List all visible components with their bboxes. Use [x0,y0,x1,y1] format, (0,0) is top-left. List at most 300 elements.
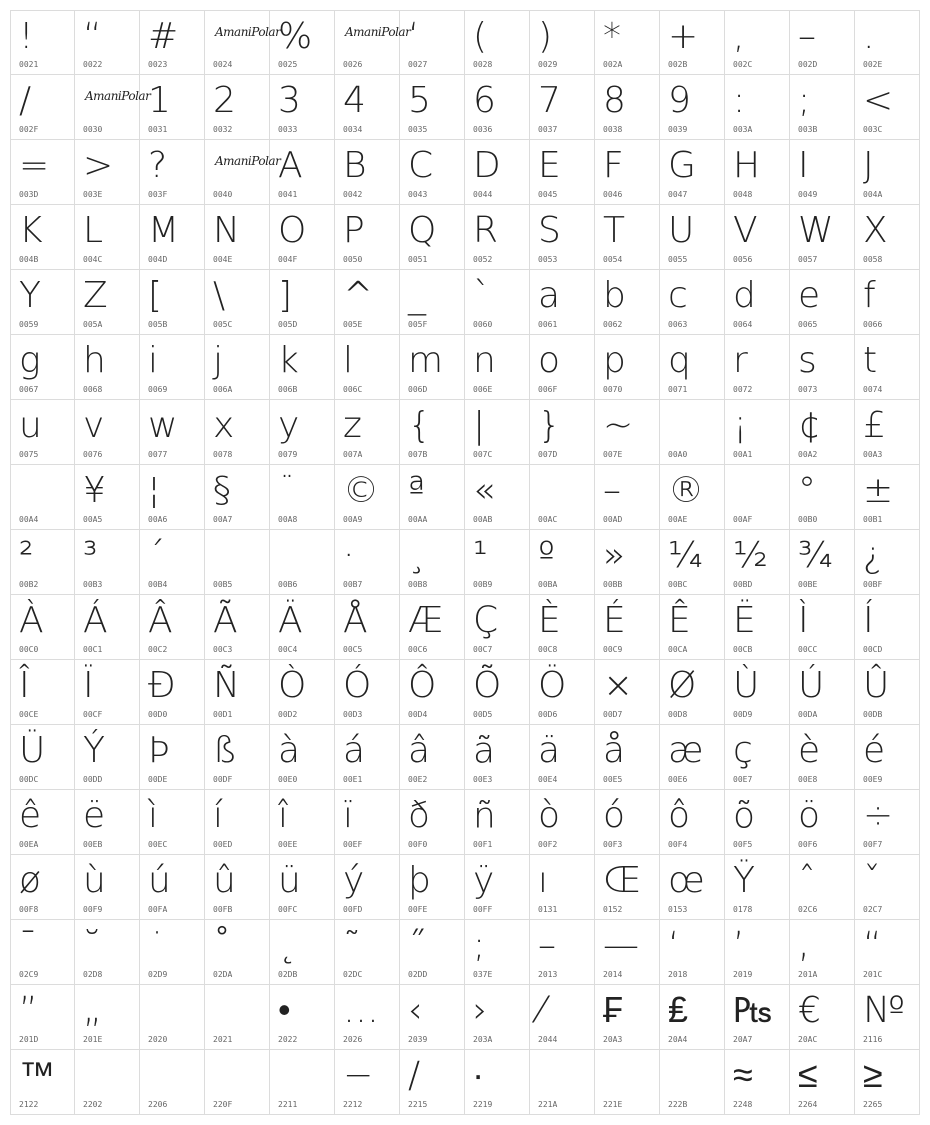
glyph-char: % [278,16,313,57]
glyph-code: 00F4 [668,840,688,849]
glyph-char: ß [213,730,238,771]
glyph-cell [465,920,530,985]
glyph-code: 00EC [148,840,168,849]
glyph-cell [595,530,660,595]
glyph-code: 00C1 [83,645,103,654]
glyph-cell [270,335,335,400]
glyph-char: þ [408,860,431,901]
glyph-code: 0033 [278,125,298,134]
glyph-cell [530,465,595,530]
glyph-cell [270,140,335,205]
glyph-code: 00A9 [343,515,363,524]
glyph-char: U [668,210,695,251]
glyph-cell [140,985,205,1050]
glyph-cell [855,725,920,790]
glyph-cell [725,725,790,790]
glyph-char: № [863,990,905,1031]
glyph-code: 00C5 [343,645,363,654]
glyph-char: v [83,405,105,446]
glyph-char: ì [148,795,159,836]
glyph-code: 002D [798,60,818,69]
glyph-cell [530,205,595,270]
glyph-cell [790,205,855,270]
glyph-char: ë [83,795,106,836]
glyph-char: e [798,275,821,316]
glyph-code: 00D2 [278,710,298,719]
glyph-char: 6 [473,80,496,121]
glyph-code: 0059 [19,320,39,329]
glyph-char: ‘ [408,16,420,57]
glyph-code: 2021 [213,1035,233,1044]
glyph-char: Ü [19,730,46,771]
glyph-char: ª [408,470,425,511]
glyph-code: 2206 [148,1100,168,1109]
glyph-cell [10,985,75,1050]
glyph-code: 0053 [538,255,558,264]
glyph-cell [790,530,855,595]
glyph-char: w [148,405,178,446]
glyph-char: Ù [733,665,760,706]
glyph-cell [335,855,400,920]
glyph-char: ’ [733,925,745,966]
glyph-code: 0049 [798,190,818,199]
glyph-char: û [213,860,236,901]
glyph-cell [140,530,205,595]
glyph-code: 005B [148,320,168,329]
glyph-code: 02DB [278,970,298,979]
glyph-char: ú [148,860,171,901]
glyph-char: ; [798,80,811,121]
glyph-cell [790,790,855,855]
glyph-code: 0064 [733,320,753,329]
glyph-code: 00C7 [473,645,493,654]
glyph-char: x [213,405,235,446]
glyph-code: 0077 [148,450,168,459]
glyph-char: ² [19,535,34,576]
glyph-char: å [603,730,626,771]
glyph-char: * [603,16,621,57]
glyph-cell [140,595,205,660]
glyph-char: Ç [473,600,499,641]
glyph-code: 0048 [733,190,753,199]
glyph-char: î [278,795,289,836]
glyph-char: B [343,145,367,186]
glyph-code: 0043 [408,190,428,199]
glyph-cell [465,660,530,725]
glyph-code: 002E [863,60,883,69]
glyph-code: 004B [19,255,39,264]
glyph-cell [790,1050,855,1115]
glyph-code: 004F [278,255,298,264]
glyph-char: À [19,600,44,641]
glyph-char: ≈ [733,1055,753,1096]
glyph-cell [335,270,400,335]
glyph-char: í [213,795,224,836]
glyph-char: l [343,340,354,381]
glyph-code: 0037 [538,125,558,134]
glyph-char: › [473,990,488,1031]
glyph-cell [270,1050,335,1115]
glyph-char: ò [538,795,561,836]
glyph-code: 0074 [863,385,883,394]
glyph-char: N [213,210,240,251]
glyph-cell [660,465,725,530]
glyph-code: 2122 [19,1100,39,1109]
glyph-cell [205,855,270,920]
glyph-char: M [148,210,180,251]
glyph-char: õ [733,795,756,836]
glyph-code: 0152 [603,905,623,914]
glyph-code: 007B [408,450,428,459]
glyph-char: 3 [278,80,301,121]
glyph-cell [725,465,790,530]
glyph-code: 0056 [733,255,753,264]
glyph-char: u [19,405,42,446]
glyph-char: “ [83,16,102,57]
glyph-cell [465,465,530,530]
glyph-char: ó [603,795,626,836]
glyph-code: 00EF [343,840,363,849]
glyph-code: 00D6 [538,710,558,719]
glyph-cell [205,10,281,75]
glyph-cell [725,595,790,660]
glyph-code: 00CA [668,645,688,654]
glyph-char: f [863,275,876,316]
glyph-code: 00AC [538,515,558,524]
glyph-cell [530,75,595,140]
glyph-code: 006A [213,385,233,394]
glyph-cell [10,595,75,660]
glyph-cell [75,855,140,920]
glyph-char: Ï [83,665,94,706]
glyph-char: o [538,340,561,381]
glyph-code: 007A [343,450,363,459]
glyph-code: 0063 [668,320,688,329]
glyph-cell [205,205,270,270]
glyph-char: ¡ [733,405,748,446]
glyph-char: i [148,340,159,381]
glyph-cell [270,530,335,595]
glyph-code: 0078 [213,450,233,459]
glyph-code: 003C [863,125,883,134]
glyph-code: 0021 [19,60,39,69]
glyph-char: Ÿ [733,860,755,901]
glyph-code: 00D3 [343,710,363,719]
glyph-char: ô [668,795,691,836]
glyph-cell [790,400,855,465]
glyph-cell [205,400,270,465]
logo-glyph: AmaniPolar [215,154,281,168]
glyph-cell [530,660,595,725]
glyph-code: 0060 [473,320,493,329]
glyph-char: ´ [148,535,166,576]
glyph-code: 0038 [603,125,623,134]
glyph-code: 0066 [863,320,883,329]
glyph-code: 2265 [863,1100,883,1109]
glyph-cell [335,985,400,1050]
glyph-char: ¨ [278,470,296,511]
glyph-code: 00E1 [343,775,363,784]
glyph-cell [855,660,920,725]
glyph-cell [400,400,465,465]
glyph-char: I [798,145,809,186]
glyph-code: 201D [19,1035,39,1044]
glyph-cell [725,660,790,725]
glyph-code: 2202 [83,1100,103,1109]
glyph-cell [10,140,75,205]
glyph-cell [140,205,205,270]
glyph-cell [140,920,205,985]
glyph-char: ] [278,275,293,316]
glyph-cell [335,725,400,790]
glyph-cell [10,530,75,595]
glyph-cell [75,205,140,270]
glyph-cell [465,595,530,660]
glyph-char: . [863,16,875,57]
glyph-char: K [19,210,43,251]
glyph-cell [855,530,920,595]
glyph-cell [140,140,205,205]
glyph-code: 0034 [343,125,363,134]
glyph-code: 00AE [668,515,688,524]
glyph-char: à [278,730,301,771]
glyph-code: 00FC [278,905,298,914]
glyph-cell [270,725,335,790]
glyph-code: 0076 [83,450,103,459]
glyph-code: 00B0 [798,515,818,524]
glyph-cell [595,465,660,530]
glyph-code: 005A [83,320,103,329]
glyph-cell [465,205,530,270]
glyph-cell [205,530,270,595]
glyph-cell [140,75,205,140]
glyph-code: 00FD [343,905,363,914]
glyph-cell [270,790,335,855]
glyph-code: 003D [19,190,39,199]
glyph-cell [595,205,660,270]
glyph-cell [790,855,855,920]
glyph-code: 00F5 [733,840,753,849]
glyph-char: ° [798,470,816,511]
glyph-code: 00DC [19,775,39,784]
glyph-cell [855,335,920,400]
glyph-code: 00C2 [148,645,168,654]
glyph-code: 00B6 [278,580,298,589]
glyph-code: 005C [213,320,233,329]
glyph-code: 2219 [473,1100,493,1109]
glyph-char: ñ [473,795,496,836]
glyph-char: m [408,340,444,381]
glyph-code: 00CC [798,645,818,654]
glyph-char: Ë [733,600,756,641]
glyph-char: ” [19,990,38,1031]
glyph-char: Ò [278,665,307,706]
glyph-code: 0153 [668,905,688,914]
glyph-char: X [863,210,888,251]
glyph-char: Û [863,665,890,706]
glyph-char: ÿ [473,860,495,901]
glyph-code: 0051 [408,255,428,264]
glyph-cell [725,10,790,75]
glyph-cell [270,205,335,270]
glyph-cell [75,920,140,985]
glyph-char: D [473,145,501,186]
glyph-cell [660,400,725,465]
glyph-cell [790,660,855,725]
glyph-cell [10,75,75,140]
glyph-char: Z [83,275,108,316]
glyph-cell [660,530,725,595]
glyph-code: 0070 [603,385,623,394]
glyph-code: 002F [19,125,39,134]
glyph-char: ¥ [83,470,106,511]
glyph-char: Ý [83,730,105,771]
glyph-char: ₤ [668,990,689,1031]
glyph-code: 00A0 [668,450,688,459]
glyph-cell [335,595,400,660]
glyph-cell [790,140,855,205]
glyph-code: 2014 [603,970,623,979]
glyph-char: ç [733,730,753,771]
glyph-cell [595,790,660,855]
glyph-char: W [798,210,834,251]
glyph-cell [75,465,140,530]
glyph-char: Ã [213,600,238,641]
glyph-code: 00AF [733,515,753,524]
logo-glyph: AmaniPolar [345,25,411,39]
glyph-code: 00BB [603,580,623,589]
glyph-cell [270,595,335,660]
glyph-char: ~ [603,405,634,446]
glyph-char: œ [668,860,705,901]
glyph-cell [790,10,855,75]
glyph-code: 003A [733,125,753,134]
glyph-code: 0079 [278,450,298,459]
glyph-char: Ö [538,665,567,706]
glyph-code: 00B1 [863,515,883,524]
glyph-cell [10,205,75,270]
glyph-cell [10,920,75,985]
glyph-cell [270,660,335,725]
glyph-char: z [343,405,362,446]
glyph-cell [75,270,140,335]
glyph-code: 00D4 [408,710,428,719]
glyph-cell [205,335,270,400]
glyph-code: 02D9 [148,970,168,979]
glyph-char: L [83,210,104,251]
glyph-char: ≥ [863,1055,883,1096]
glyph-code: 004A [863,190,883,199]
glyph-code: 00CB [733,645,753,654]
glyph-cell [205,465,270,530]
glyph-char: ∕ [408,1055,421,1096]
glyph-char: [ [148,275,163,316]
glyph-char: ^ [343,275,374,316]
glyph-cell [725,400,790,465]
glyph-code: 00F9 [83,905,103,914]
glyph-cell [205,790,270,855]
glyph-char: c [668,275,688,316]
glyph-char: ⁄ [538,990,545,1031]
glyph-code: 2026 [343,1035,363,1044]
glyph-cell [660,1050,725,1115]
glyph-cell [140,335,205,400]
glyph-code: 222B [668,1100,688,1109]
glyph-cell [270,465,335,530]
glyph-char: b [603,275,626,316]
glyph-cell [790,725,855,790]
glyph-cell [270,270,335,335]
glyph-code: 2044 [538,1035,558,1044]
glyph-code: 0039 [668,125,688,134]
glyph-code: 02DA [213,970,233,979]
glyph-cell [75,140,140,205]
glyph-cell [855,790,920,855]
glyph-cell [270,855,335,920]
glyph-cell [205,270,270,335]
glyph-code: 00A8 [278,515,298,524]
glyph-grid [10,10,920,1115]
glyph-cell [855,205,920,270]
glyph-char: Œ [603,860,642,901]
glyph-cell [530,530,595,595]
glyph-cell [855,595,920,660]
glyph-char: æ [668,730,704,771]
glyph-cell [660,10,725,75]
glyph-char: \ [213,275,226,316]
glyph-char: − [343,1055,374,1096]
glyph-code: 00BA [538,580,558,589]
glyph-cell [140,400,205,465]
glyph-cell [270,985,335,1050]
glyph-cell [725,790,790,855]
glyph-code: 0032 [213,125,233,134]
glyph-char: ± [863,470,894,511]
glyph-cell [725,205,790,270]
logo-glyph: AmaniPolar [215,25,281,39]
glyph-cell [400,530,465,595]
glyph-cell [75,660,140,725]
glyph-cell [530,855,595,920]
glyph-char: Æ [408,600,444,641]
glyph-code: 0073 [798,385,818,394]
glyph-cell [400,1050,465,1115]
glyph-char: ) [538,16,553,57]
glyph-cell [10,855,75,920]
glyph-code: 00C3 [213,645,233,654]
glyph-char: 2 [213,80,236,121]
glyph-char: 8 [603,80,626,121]
glyph-cell [660,270,725,335]
glyph-code: 2039 [408,1035,428,1044]
glyph-cell [270,400,335,465]
glyph-char: n [473,340,496,381]
glyph-cell [270,920,335,985]
glyph-cell [465,1050,530,1115]
glyph-char: ü [278,860,301,901]
glyph-cell [205,660,270,725]
glyph-cell [400,660,465,725]
glyph-code: 0068 [83,385,103,394]
glyph-char: # [148,16,179,57]
glyph-code: 0061 [538,320,558,329]
glyph-code: 00BF [863,580,883,589]
glyph-char: – [603,470,621,511]
glyph-cell [790,75,855,140]
glyph-cell [400,920,465,985]
glyph-code: 006D [408,385,428,394]
glyph-code: 00A5 [83,515,103,524]
